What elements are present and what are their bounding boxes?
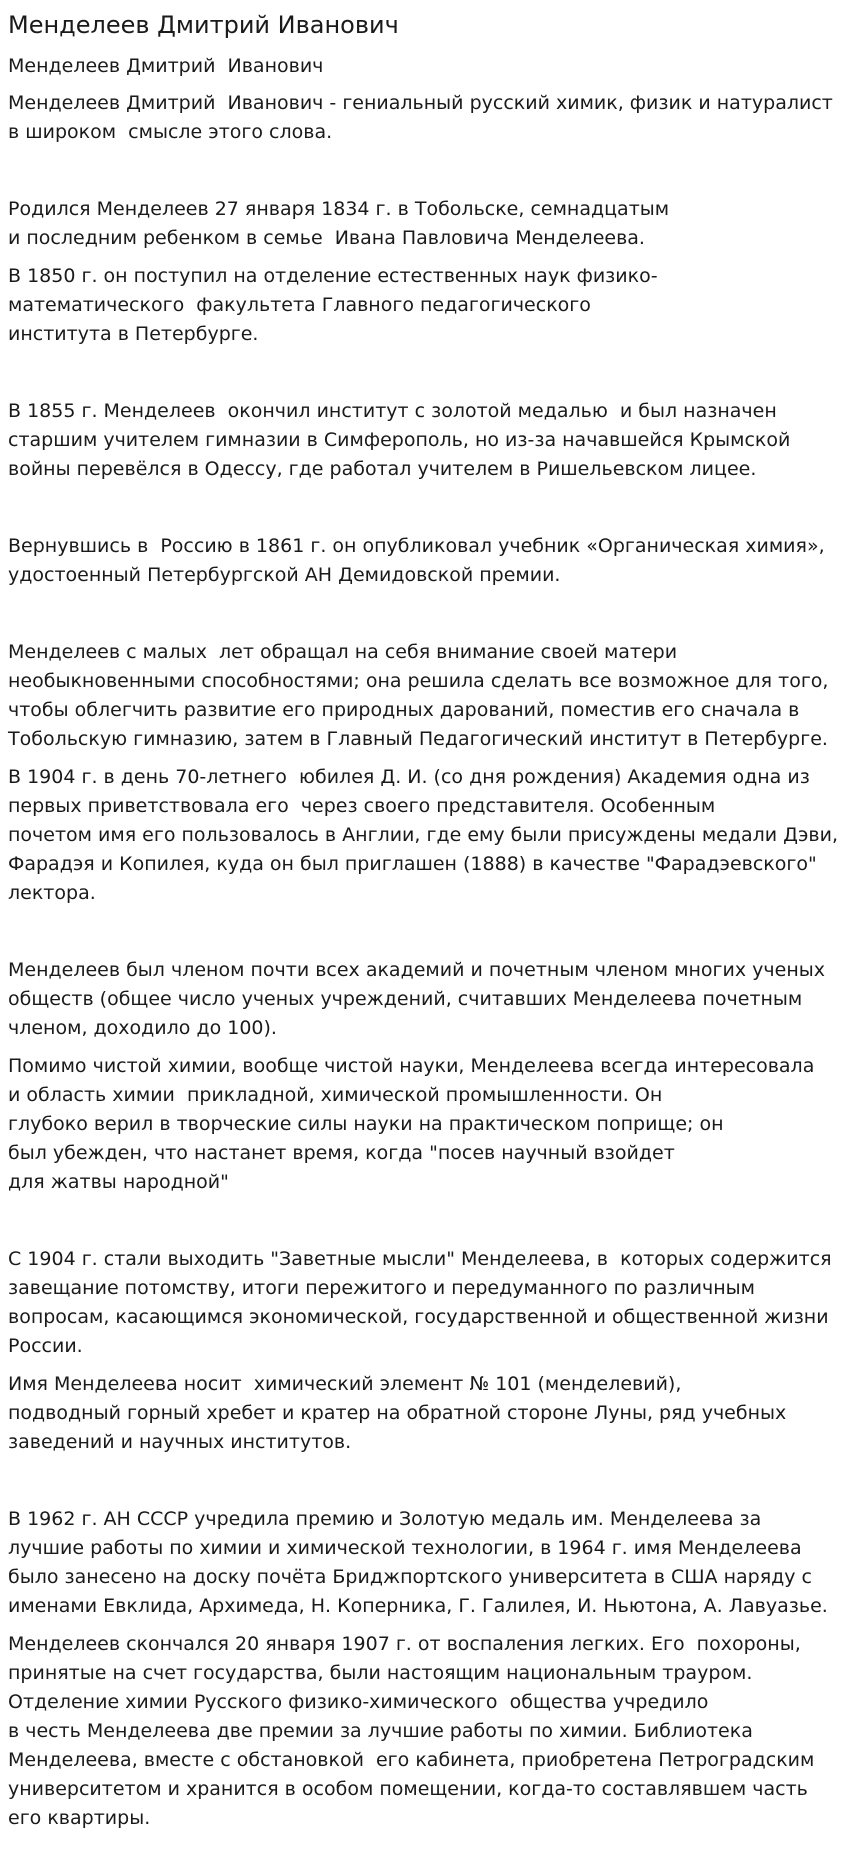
text-line: удостоенный Петербургской АН Демидовской премии. <box>8 564 561 586</box>
paragraph <box>8 1370 839 1457</box>
text-line: обществ (общее число ученых учреждений, считавших Менделеева почетным <box>8 988 803 1010</box>
text-line: Менделеев Дмитрий Иванович - гениальный русский химик, физик и натуралист <box>8 92 833 114</box>
text-line: лучшие работы по химии и химической технологии, в 1964 г. имя Менделеева <box>8 1537 802 1559</box>
paragraph <box>8 956 839 1043</box>
text-line: почетом имя его пользовалось в Англии, где ему были присуждены медали Дэви, <box>8 824 839 846</box>
text-line: С 1904 г. стали выходить "Заветные мысли" Менделеева, в которых содержится <box>8 1248 832 1270</box>
text-line: Вернувшись в Россию в 1861 г. он опубликовал учебник «Органическая химия», <box>8 535 825 557</box>
text-line: и последним ребенком в семье Ивана Павловича Менделеева. <box>8 227 645 249</box>
text-line: войны перевёлся в Одессу, где работал учителем в Ришельевском лицее. <box>8 458 757 480</box>
text-line: именами Евклида, Архимеда, Н. Коперника, Г. Галилея, И. Ньютона, А. Лавуазье. <box>8 1595 828 1617</box>
text-line: в широком смысле этого слова. <box>8 121 333 143</box>
text-line: в честь Менделеева две премии за лучшие работы по химии. Библиотека <box>8 1720 753 1742</box>
text-line: чтобы облегчить развитие его природных дарований, поместив его сначала в <box>8 699 800 721</box>
text-line: Менделеев скончался 20 января 1907 г. от воспаления легких. Его похороны, <box>8 1633 801 1655</box>
paragraph <box>8 1630 839 1833</box>
paragraph <box>8 397 839 484</box>
text-line: было занесено на доску почёта Бриджпортского университета в США наряду с <box>8 1566 813 1588</box>
text-line: Менделеев с малых лет обращал на себя внимание своей матери <box>8 641 678 663</box>
text-line: Фарадэя и Копилея, куда он был приглашен (1888) в качестве "Фарадэевского" <box>8 853 817 875</box>
paragraph <box>8 532 839 590</box>
text-line: был убежден, что настанет время, когда "посев научный взойдет <box>8 1142 675 1164</box>
text-line: В 1962 г. АН СССР учредила премию и Золотую медаль им. Менделеева за <box>8 1508 762 1530</box>
paragraph <box>8 195 839 253</box>
paragraph <box>8 1505 839 1621</box>
text-line: Отделение химии Русского физико-химического общества учредило <box>8 1691 709 1713</box>
paragraph <box>8 89 839 147</box>
text-line: лектора. <box>8 882 96 904</box>
text-line: членом, доходило до 100). <box>8 1017 277 1039</box>
text-line: В 1855 г. Менделеев окончил институт с золотой медалью и был назначен <box>8 400 777 422</box>
subtitle: Менделеев Дмитрий Иванович <box>8 55 324 77</box>
text-line: и область химии прикладной, химической промышленности. Он <box>8 1084 663 1106</box>
text-line: необыкновенными способностями; она решила сделать все возможное для того, <box>8 670 829 692</box>
text-line: принятые на счет государства, были настоящим национальным трауром. <box>8 1662 753 1684</box>
paragraph <box>8 638 839 754</box>
text-line: института в Петербурге. <box>8 323 259 345</box>
text-line: первых приветствовала его через своего представителя. Особенным <box>8 795 716 817</box>
text-line: университетом и хранится в особом помещении, когда-то составлявшем часть <box>8 1778 808 1800</box>
paragraph <box>8 262 839 349</box>
text-line: вопросам, касающимся экономической, государственной и общественной жизни <box>8 1306 829 1328</box>
text-line: старшим учителем гимназии в Симферополь, но из-за начавшейся Крымской <box>8 429 791 451</box>
text-line: завещание потомству, итоги пережитого и передуманного по различным <box>8 1277 755 1299</box>
text-line: В 1850 г. он поступил на отделение естественных наук физико- <box>8 265 658 287</box>
text-line: глубоко верил в творческие силы науки на практическом поприще; он <box>8 1113 724 1135</box>
text-line: подводный горный хребет и кратер на обратной стороне Луны, ряд учебных <box>8 1402 787 1424</box>
text-line: Менделеев был членом почти всех академий и почетным членом многих ученых <box>8 959 825 981</box>
text-line: Имя Менделеева носит химический элемент № 101 (менделевий), <box>8 1373 682 1395</box>
text-line: Помимо чистой химии, вообще чистой науки, Менделеева всегда интересовала <box>8 1055 815 1077</box>
paragraph <box>8 1245 839 1361</box>
page-title: Менделеев Дмитрий Иванович <box>8 11 399 39</box>
paragraph <box>8 763 839 908</box>
text-line: Родился Менделеев 27 января 1834 г. в Тобольске, семнадцатым <box>8 198 670 220</box>
text-line: математического факультета Главного педагогического <box>8 294 591 316</box>
text-line: его квартиры. <box>8 1807 151 1829</box>
text-line: заведений и научных институтов. <box>8 1431 352 1453</box>
text-line: для жатвы народной" <box>8 1171 229 1193</box>
text-line: Тобольскую гимназию, затем в Главный Педагогический институт в Петербурге. <box>8 728 828 750</box>
paragraph <box>8 1052 839 1197</box>
text-line: России. <box>8 1335 83 1357</box>
text-line: В 1904 г. в день 70-летнего юбилея Д. И. (со дня рождения) Академия одна из <box>8 766 810 788</box>
text-line: Менделеева, вместе с обстановкой его кабинета, приобретена Петроградским <box>8 1749 815 1771</box>
